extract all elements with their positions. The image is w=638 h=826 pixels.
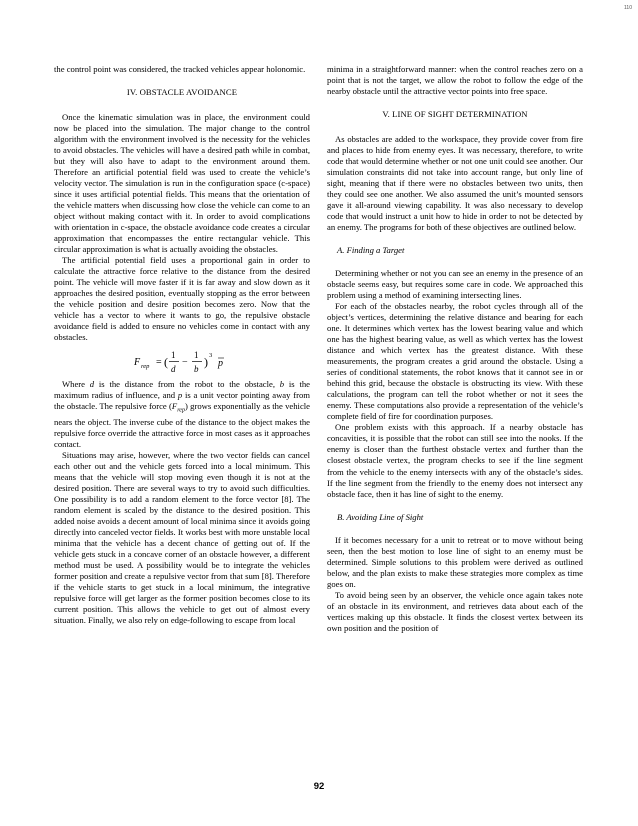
los-para-0: minima in a straightforward manner: when the control reaches zero on a point that is not the target, we allow the robot to follow the edge of the nearby obstacle until the attractive vector points into free space. [327,64,583,97]
los-para-5: If it becomes necessary for a unit to retreat or to move without being seen, then the best motion to lose line of sight to an enemy must be determined. Simple solutions to this problem were derived as outlined below, and the plan exists to make these strategies more complex as time goes on. [327,534,583,589]
los-para-6: To avoid being seen by an observer, the vehicle once again takes note of an obstacle in its environment, and retrieves data about each of the vertices making up this obstacle. It finds the closest vertex between its own position and the position of [327,589,583,633]
eq-den-1: d [171,364,176,375]
eq-close-paren: ) [204,355,208,370]
left-column [54,64,310,626]
los-para-3: For each of the obstacles nearby, the robot cycles through all of the object’s vertices, determining the relative distance and bearing for each one. It determines which vertex has the lowest bearing value and which one has the highest bearing value, as well as which vertex has the lowest distance and which vertex has the greatest distance. With these measurements, the program creates a grid around the obstacle. Using a series of conditional statements, the robot knows that it cannot see in or behind this grid, because the obstacle is obstructing its view. With these calculations, the program can tell the robot whether or not it sees the enemy. These computations also provide a representation of the vehicle’s complete field of fire for coordination purposes. [327,301,583,422]
p3-var-f: F [171,401,178,412]
repulsive-force-equation [54,343,310,379]
p3-text-3: is the maximum radius of influence, and [54,379,310,401]
corner-page-number: 110 [624,5,632,11]
eq-open-paren: ( [164,355,168,370]
eq-power: 3 [209,352,213,360]
obstacle-para-1: Once the kinematic simulation was in place, the environment could now be placed into the simulation. The major change to the control algorithm with the environment involved is the necessity for the vehicles to avoid obstacles. The vehicles will have a desired path while in combat, but they will also have to adapt to the environment around them. Therefore an artificial potential field was used to create the vehicle’s velocity vector. The simulation is run in the configuration space (c-space) since it uses artificial potential fields. This means that the orientation of the vehicle matters when discussing how close the vehicle can come to an object without making contact with it. In order to avoid complications with orientation in c-space, the obstacle avoidance code creates a circular approximation that encompasses the entire rectangular vehicle. This circular approximation is what is actually avoiding the obstacles. [54,112,310,255]
section-v-heading: V. LINE OF SIGHT DETERMINATION [382,109,528,120]
intro-paragraph: the control point was considered, the tracked vehicles appear holonomic. [54,64,306,74]
p3-var-b: b [279,379,285,390]
eq-num-2: 1 [194,350,199,361]
eq-vec-p: p [218,358,223,370]
eq-lhs-sub: rep [141,363,150,371]
page-number: 92 [313,781,325,792]
p3-text-1: Where [62,379,90,390]
subsection-a-heading: A. Finding a Target [337,245,405,256]
p3-text-4: is a unit vector pointing away from the obstacle. The repulsive force ( [54,390,310,412]
p3-var-sub: rep [177,408,185,415]
p3-text-2: is the distance from the robot to the obstacle, [94,379,280,390]
eq-minus: − [182,357,188,369]
los-para-4: One problem exists with this approach. If a nearby obstacle has concavities, it is possible that the robot can still see into the nooks. If the enemy is closer than the furthest obstacle vertex and further than the closest obstacle vertex, the program checks to see if the line segment from the vehicle to the enemy intersects with any of the obstacle’s sides. If the line segment from the friendly to the enemy does not intersect any obstacle face, then it has line of sight to the enemy. [327,422,583,499]
obstacle-para-3 [54,379,310,450]
p3-var-p: p [177,390,183,401]
eq-num-1: 1 [171,350,176,361]
equation-svg [134,345,244,379]
obstacle-para-2: The artificial potential field uses a proportional gain in order to calculate the attractive force relative to the distance from the desired point. The vehicle will move faster if it is far away and slow down as it approaches the desired position, eventually stopping as the error between the vehicle position and desire position becomes zero. Now that the vehicle has a vector to where it wants to go, the repulsive obstacle avoidance field is added to ensure no vehicles come in contact with any obstacles. [54,255,310,343]
los-para-2: Determining whether or not you can see an enemy in the presence of an obstacle seems easy, but requires some care in code. We approached this problem using a method of examining intersecting lines. [327,268,583,301]
eq-den-2: b [194,364,199,375]
p3-var-d: d [89,379,95,390]
subsection-b-heading: B. Avoiding Line of Sight [337,511,424,522]
eq-lhs: F [134,357,141,369]
eq-equals: = [156,357,162,369]
right-column [327,64,583,634]
obstacle-para-4: Situations may arise, however, where the two vector fields can cancel each other out and the vehicle gets forced into a local minimum. This means that the vehicle will stop moving even though it is not at the desired position. There are several ways to try to avoid such difficulties. One possibility is to add a random element to the force vector [8]. The random element is scaled by the distance to the desired position. This added noise avoids a decent amount of local minima since it avoids going directly into canceled vector fields. It works best with more unstable local minima that the vehicle has a decent chance of getting out of. If the vehicle gets stuck in a concave corner of an obstacle however, a different method must be used. A possibility would be to integrate the vehicles former position and create a repulsive vector from that sum [8]. Therefore if the vehicle starts to get stuck in a local minimum, the integrative repulsive force will get larger as the former position becomes close to its current position. This allows the vehicle to get out of almost every situation. Finally, we also rely on edge-following to escape from local [54,450,310,626]
los-para-1: As obstacles are added to the workspace, they provide cover from fire and places to hide from enemy eyes. It was necessary, therefore, to write code that would determine whether or not one unit could see another. Our simulation constraints did not take into account range, but only line of sight, meaning that if there were no obstacles between two units, then they could see one another. We also assumed the unit’s mounted sensors gave it all-around viewing capability. It was also necessary to develop code that would instruct a unit how to hide in order to not be detected by an enemy. The programs for both of these objectives are outlined below. [327,134,583,233]
p3-text-5: ) grows exponentially as the vehicle nears the object. The inverse cube of the distance to the object makes the repulsive force override the attractive force in most cases as it approaches contact. [54,401,310,450]
section-iv-heading: IV. OBSTACLE AVOIDANCE [126,87,238,98]
